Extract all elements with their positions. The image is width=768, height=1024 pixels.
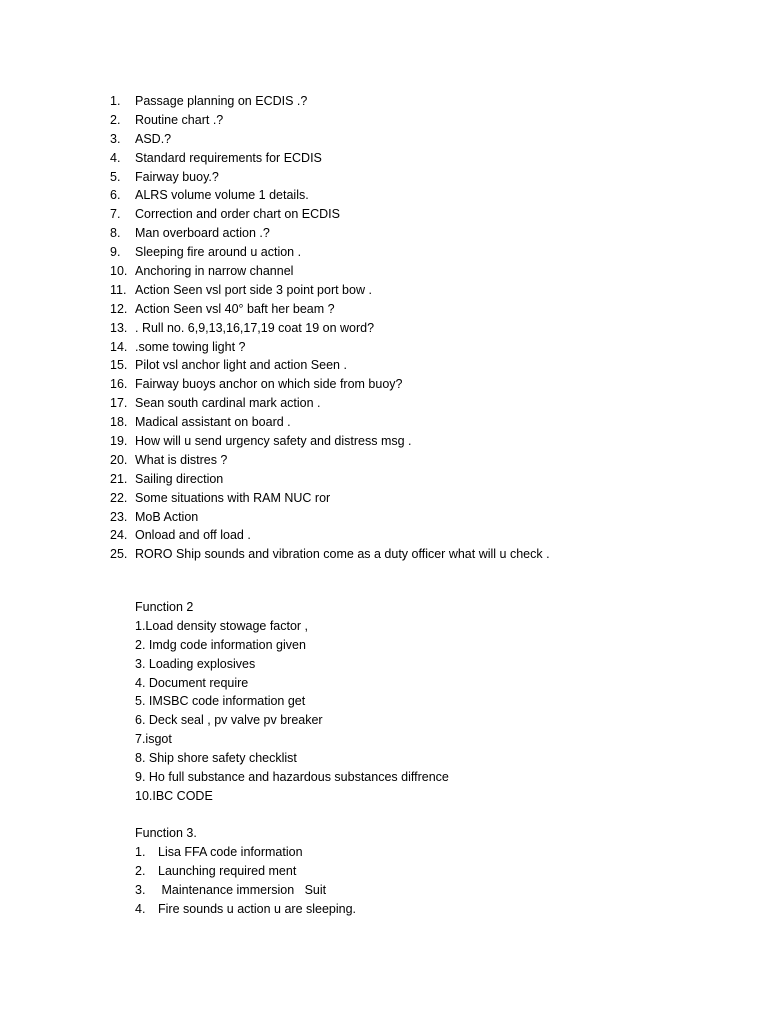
- item-text: Some situations with RAM NUC ror: [135, 490, 331, 505]
- item-number: 20.: [110, 452, 128, 467]
- list-item: [110, 413, 550, 432]
- item-number: 17.: [110, 396, 128, 411]
- list-item: [110, 432, 550, 451]
- list-item: 2. Imdg code information given: [135, 637, 306, 652]
- item-number: 14.: [110, 339, 128, 354]
- list-item: [110, 526, 550, 545]
- list-item: 9. Ho full substance and hazardous substances diffrence: [135, 770, 449, 785]
- item-text: Lisa FFA code information: [158, 844, 303, 859]
- list-item: [110, 489, 550, 508]
- item-number: 2.: [135, 863, 146, 878]
- list-item: [110, 281, 550, 300]
- item-number: 7.: [110, 207, 121, 222]
- item-text: ALRS volume volume 1 details.: [135, 188, 309, 203]
- list-item: [110, 508, 550, 527]
- item-number: 16.: [110, 377, 128, 392]
- item-number: 13.: [110, 320, 128, 335]
- item-number: 23.: [110, 509, 128, 524]
- item-number: 8.: [110, 226, 121, 241]
- item-text: Pilot vsl anchor light and action Seen .: [135, 358, 347, 373]
- item-text: How will u send urgency safety and distress msg .: [135, 434, 412, 449]
- item-text: Man overboard action .?: [135, 226, 270, 241]
- list-item: [110, 205, 550, 224]
- item-number: 21.: [110, 471, 128, 486]
- item-number: 5.: [110, 169, 121, 184]
- list-item: 5. IMSBC code information get: [135, 694, 306, 709]
- item-text: What is distres ?: [135, 452, 228, 467]
- function-1-list: [110, 92, 550, 564]
- list-item: 10.IBC CODE: [135, 788, 213, 803]
- list-item: [110, 338, 550, 357]
- function-2-section: [135, 598, 449, 806]
- item-number: 9.: [110, 245, 121, 260]
- list-item: [110, 168, 550, 187]
- item-text: RORO Ship sounds and vibration come as a duty officer what will u check .: [135, 547, 550, 562]
- item-text: Correction and order chart on ECDIS: [135, 207, 340, 222]
- item-text: ASD.?: [135, 131, 172, 146]
- section-heading: Function 3.: [135, 826, 197, 840]
- list-item: [110, 243, 550, 262]
- list-item: 8. Ship shore safety checklist: [135, 751, 297, 766]
- list-item: [110, 262, 550, 281]
- item-text: .some towing light ?: [135, 339, 246, 354]
- item-number: 3.: [110, 131, 121, 146]
- item-text: Sleeping fire around u action .: [135, 245, 302, 260]
- item-text: Passage planning on ECDIS .?: [135, 94, 308, 108]
- item-text: Maintenance immersion Suit: [158, 882, 327, 897]
- item-number: 24.: [110, 528, 128, 543]
- list-item: 4. Document require: [135, 675, 249, 690]
- item-number: 22.: [110, 490, 128, 505]
- item-number: 10.: [110, 264, 128, 279]
- list-item: [110, 375, 550, 394]
- item-number: 1.: [135, 844, 146, 859]
- item-number: 18.: [110, 415, 128, 430]
- item-text: Standard requirements for ECDIS: [135, 150, 322, 165]
- item-text: Fire sounds u action u are sleeping.: [158, 901, 357, 916]
- item-number: 12.: [110, 301, 128, 316]
- item-text: Anchoring in narrow channel: [135, 264, 294, 279]
- list-item: [110, 186, 550, 205]
- item-text: Action Seen vsl 40° baft her beam ?: [135, 301, 335, 316]
- item-text: MoB Action: [135, 509, 199, 524]
- list-item: 3. Loading explosives: [135, 656, 256, 671]
- item-number: 15.: [110, 358, 128, 373]
- item-number: 2.: [110, 112, 121, 127]
- list-item: [110, 111, 550, 130]
- list-item: [110, 394, 550, 413]
- list-item: [110, 92, 550, 111]
- list-item: [135, 843, 356, 862]
- list-item: [110, 149, 550, 168]
- item-text: Madical assistant on board .: [135, 415, 291, 430]
- item-text: Action Seen vsl port side 3 point port bow .: [135, 282, 372, 297]
- list-item: [110, 224, 550, 243]
- item-text: . Rull no. 6,9,13,16,17,19 coat 19 on word?: [135, 320, 375, 335]
- item-text: Sean south cardinal mark action .: [135, 396, 321, 411]
- item-number: 11.: [110, 282, 127, 297]
- item-number: 25.: [110, 547, 128, 562]
- function-3-section: [135, 824, 356, 918]
- list-item: [110, 300, 550, 319]
- item-text: Launching required ment: [158, 863, 297, 878]
- item-number: 6.: [110, 188, 121, 203]
- list-item: [135, 862, 356, 881]
- list-item: [110, 545, 550, 564]
- list-item: [110, 130, 550, 149]
- list-item: [110, 451, 550, 470]
- item-number: 4.: [135, 901, 146, 916]
- list-item: 6. Deck seal , pv valve pv breaker: [135, 713, 323, 728]
- item-text: Routine chart .?: [135, 112, 224, 127]
- item-number: 19.: [110, 434, 128, 449]
- item-text: Fairway buoys anchor on which side from buoy?: [135, 377, 403, 392]
- list-item: [110, 470, 550, 489]
- item-number: 3.: [135, 882, 146, 897]
- list-item: [110, 356, 550, 375]
- list-item: [135, 900, 356, 919]
- item-text: Sailing direction: [135, 471, 224, 486]
- item-text: Onload and off load .: [135, 528, 251, 543]
- list-item: 1.Load density stowage factor ,: [135, 618, 309, 633]
- item-number: 1.: [110, 94, 121, 108]
- list-item: 7.isgot: [135, 732, 172, 747]
- item-number: 4.: [110, 150, 121, 165]
- item-text: Fairway buoy.?: [135, 169, 219, 184]
- section-heading: Function 2: [135, 600, 194, 614]
- list-item: [135, 881, 356, 900]
- list-item: [110, 319, 550, 338]
